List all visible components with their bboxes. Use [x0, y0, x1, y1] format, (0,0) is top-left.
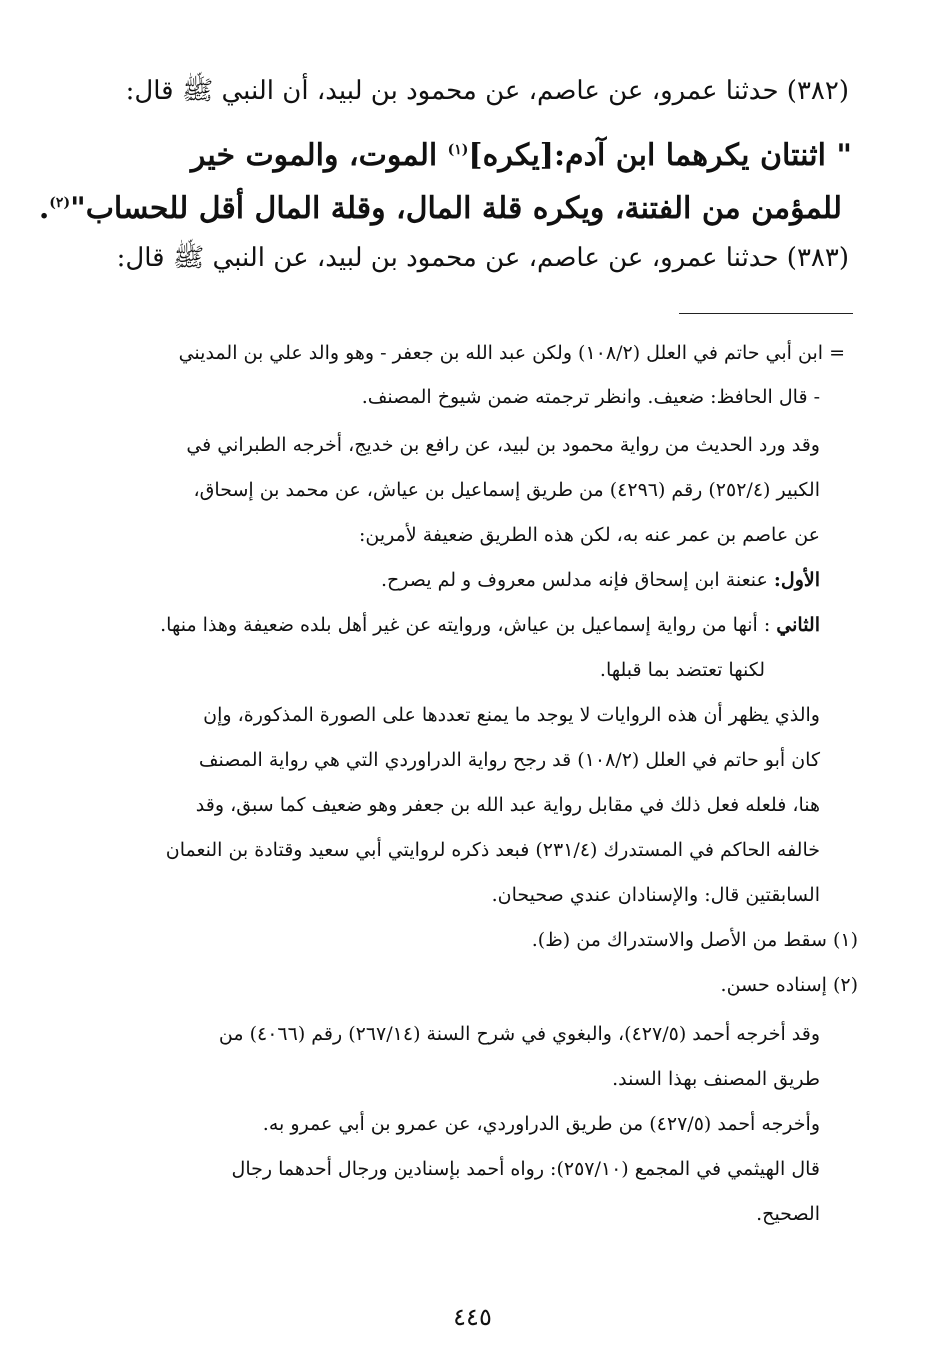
footnote-para6-line2: الصحيح.: [756, 1203, 820, 1225]
footnote-para4-line2: طريق المصنف بهذا السند.: [612, 1068, 820, 1090]
footnote-2: (٢) إسناده حسن.: [720, 974, 858, 996]
hadith-382-quote-line1: [92, 125, 852, 181]
hadith-382-quote-line2: [38, 178, 842, 234]
footnote-para2-line3: عن عاصم بن عمر عنه به، لكن هذه الطريق ضعيفة لأمرين:: [359, 524, 820, 546]
footnote-para4-line1: وقد أخرجه أحمد (٤٢٧/٥)، والبغوي في شرح السنة (٢٦٧/١٤) رقم (٤٠٦٦) من: [218, 1023, 820, 1045]
quote-text-d: .: [38, 191, 50, 226]
first-label: الأول:: [773, 569, 820, 591]
footnote-1: (١) سقط من الأصل والاستدراك من (ظ).: [531, 929, 858, 951]
footnote-para3-line1: والذي يظهر أن هذه الروايات لا يوجد ما يمنع تعددها على الصورة المذكورة، وإن: [203, 704, 820, 726]
footnote-para5-line1: وأخرجه أحمد (٤٢٧/٥) من طريق الدراوردي، عن عمرو بن أبي عمرو به.: [262, 1113, 820, 1135]
footnote-para3-line3: هنا، فلعله فعل ذلك في مقابل رواية عبد الله بن جعفر وهو ضعيف كما سبق، وقد: [195, 794, 820, 816]
page-number: ٤٤٥: [453, 1303, 492, 1331]
second-text: : أنها من رواية إسماعيل بن عياش، وروايته عن غير أهل بلده ضعيفة وهذا منها.: [160, 614, 777, 636]
footnote-second-reason: [110, 608, 820, 642]
footnote-separator: [679, 313, 853, 314]
second-label: الثاني: [776, 614, 820, 636]
hadith-382-header: (٣٨٢) حدثنا عمرو، عن عاصم، عن محمود بن لبيد، أن النبي ﷺ قال:: [125, 76, 849, 106]
footnote-para3-line5: السابقتين قال: والإسنادان عندي صحيحان.: [491, 884, 820, 906]
first-text: عنعنة ابن إسحاق فإنه مدلس معروف و لم يصرح.: [380, 569, 774, 591]
footnote-first-reason: [120, 563, 820, 597]
quote-text-a: " اثنتان يكرهما ابن آدم:[يكره]: [468, 138, 852, 173]
footnote-ref-2: (٢): [49, 195, 71, 211]
footnote-para6-line1: قال الهيثمي في المجمع (٢٥٧/١٠): رواه أحمد بإسنادين ورجال أحدهما رجال: [231, 1158, 820, 1180]
footnote-continuation-line1: = ابن أبي حاتم في العلل (١٠٨/٢) ولكن عبد الله بن جعفر - وهو والد علي بن المديني: [178, 342, 845, 364]
footnote-para2-line1: وقد ورد الحديث من رواية محمود بن لبيد، عن رافع بن خديج، أخرجه الطبراني في: [186, 434, 820, 456]
hadith-383-header: (٣٨٣) حدثنا عمرو، عن عاصم، عن محمود بن لبيد، عن النبي ﷺ قال:: [116, 243, 849, 273]
quote-text-c: للمؤمن من الفتنة، ويكره قلة المال، وقلة المال أقل للحساب": [70, 191, 842, 226]
footnote-para3-line2: كان أبو حاتم في العلل (١٠٨/٢) قد رجح رواية الدراوردي التي هي رواية المصنف: [198, 749, 820, 771]
quote-text-b: الموت، والموت خير: [190, 138, 448, 173]
footnote-para3-line4: خالفه الحاكم في المستدرك (٢٣١/٤) فبعد ذكره لروايتي أبي سعيد وقتادة بن النعمان: [165, 839, 820, 861]
footnote-ref-1: (١): [447, 142, 469, 158]
footnote-para2-line2: الكبير (٢٥٢/٤) رقم (٤٢٩٦) من طريق إسماعيل بن عياش، عن محمد بن إسحاق،: [193, 479, 820, 501]
footnote-second-continuation: لكنها تعتضد بما قبلها.: [599, 659, 765, 681]
footnote-continuation-line2: - قال الحافظ: ضعيف. وانظر ترجمته ضمن شيوخ المصنف.: [361, 386, 820, 408]
